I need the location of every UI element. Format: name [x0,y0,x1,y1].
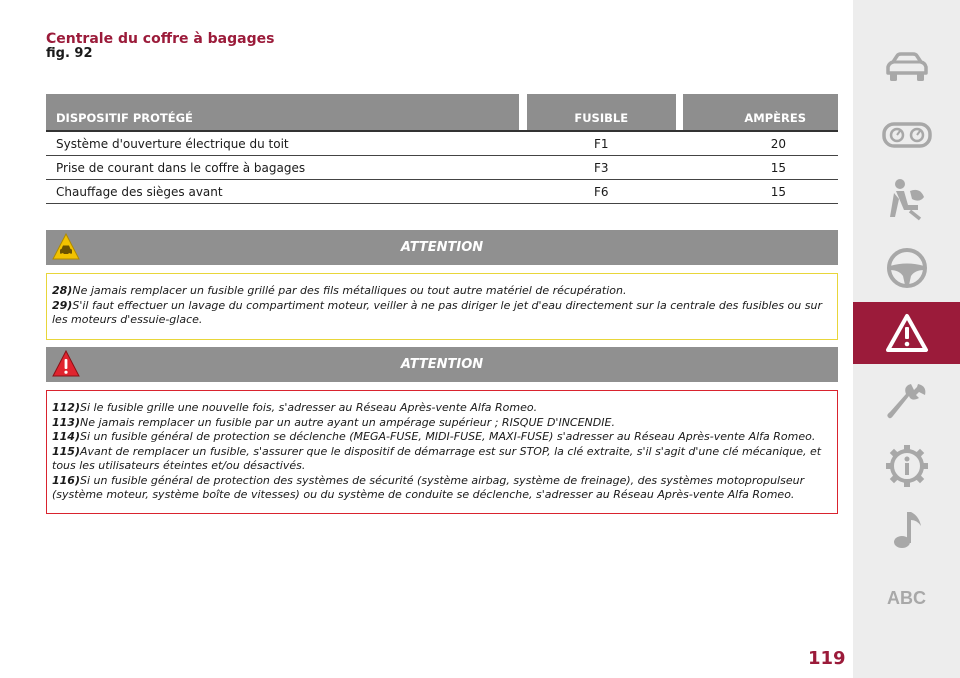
attention-item [52,430,829,445]
seat-airbag-icon [884,177,930,223]
note-number: 113) [52,415,80,429]
warning-triangle-icon [885,313,929,353]
note-text: Si un fusible général de protection des systèmes de sécurité (système airbag, système de freinage), des systèmes motopropulseur (système moteur, système boîte de vitesses) ou du système de conduite se déclenche, s'adresser au Réseau Après-vente Alfa Romeo. [52,473,805,501]
cell-amps: 15 [683,156,838,180]
header-amps: AMPÈRES [683,94,838,131]
header-fuse: FUSIBLE [527,94,676,131]
attention-heading: ATTENTION [400,357,484,372]
attention-header-yellow [46,230,838,265]
attention-box-red [46,390,838,514]
table-header-row [46,94,838,131]
note-text: Si le fusible grille une nouvelle fois, s'adresser au Réseau Après-vente Alfa Romeo. [80,401,538,414]
sidebar-item-multimedia[interactable] [853,500,960,560]
cell-fuse: F1 [527,131,676,156]
attention-item [52,474,829,503]
cell-amps: 20 [683,131,838,156]
cell-fuse: F6 [527,180,676,204]
wrench-icon [885,380,929,424]
attention-heading: ATTENTION [400,240,484,255]
sidebar-item-vehicle[interactable] [853,38,960,98]
attention-item [52,299,829,328]
note-text: Ne jamais remplacer un fusible grillé par des fils métalliques ou tout autre matériel de récupération. [72,284,627,297]
attention-item [52,445,829,474]
sidebar-item-safety[interactable] [853,170,960,230]
car-icon [884,51,930,85]
figure-reference: fig. 92 [46,46,93,61]
page-number: 119 [808,648,846,669]
attention-item [52,416,829,431]
note-text: Avant de remplacer un fusible, s'assurer que le dispositif de démarrage est sur STOP, la clé extraite, s'il s'agit d'une clé mécanique, et tous les utilisateurs éteintes et/ou désactivés. [52,444,822,472]
sidebar-item-driving[interactable] [853,238,960,298]
note-number: 115) [52,444,80,458]
dashboard-icon [882,120,932,150]
table-row [46,180,838,204]
steering-wheel-icon [885,246,929,290]
sidebar-item-technical[interactable] [853,436,960,496]
note-text: Ne jamais remplacer un fusible par un autre ayant un ampérage supérieur ; RISQUE D'INCENDIE. [80,415,615,429]
info-gear-icon [884,443,930,489]
note-text: Si un fusible général de protection se déclenche (MEGA-FUSE, MIDI-FUSE, MAXI-FUSE) s'adresser au Réseau Après-vente Alfa Romeo. [80,430,816,443]
sidebar-item-maintenance[interactable] [853,372,960,432]
index-label: ABC [887,587,926,608]
chapter-sidebar [853,0,960,678]
attention-item [52,401,829,416]
note-number: 112) [52,401,80,414]
attention-header-red [46,347,838,382]
cell-device: Chauffage des sièges avant [46,180,519,204]
note-number: 28) [52,284,73,297]
note-number: 114) [52,430,80,443]
table-row [46,156,838,180]
cell-fuse: F3 [527,156,676,180]
sidebar-item-dashboard[interactable] [853,105,960,165]
music-note-icon [889,508,925,552]
table-row [46,131,838,156]
note-number: 29) [52,298,73,312]
cell-amps: 15 [683,180,838,204]
note-number: 116) [52,473,80,487]
header-device: DISPOSITIF PROTÉGÉ [46,94,519,131]
section-title: Centrale du coffre à bagages [46,31,275,47]
attention-item [52,284,829,299]
note-text: S'il faut effectuer un lavage du compartiment moteur, veiller à ne pas diriger le jet d'eau directement sur la centrale des fusibles ou sur les moteurs d'essuie-glace. [52,298,822,326]
sidebar-item-index[interactable] [853,568,960,628]
fuse-table [46,94,838,204]
sidebar-item-emergency[interactable] [853,302,960,364]
cell-device: Système d'ouverture électrique du toit [46,131,519,156]
cell-device: Prise de courant dans le coffre à bagages [46,156,519,180]
attention-box-yellow [46,273,838,340]
